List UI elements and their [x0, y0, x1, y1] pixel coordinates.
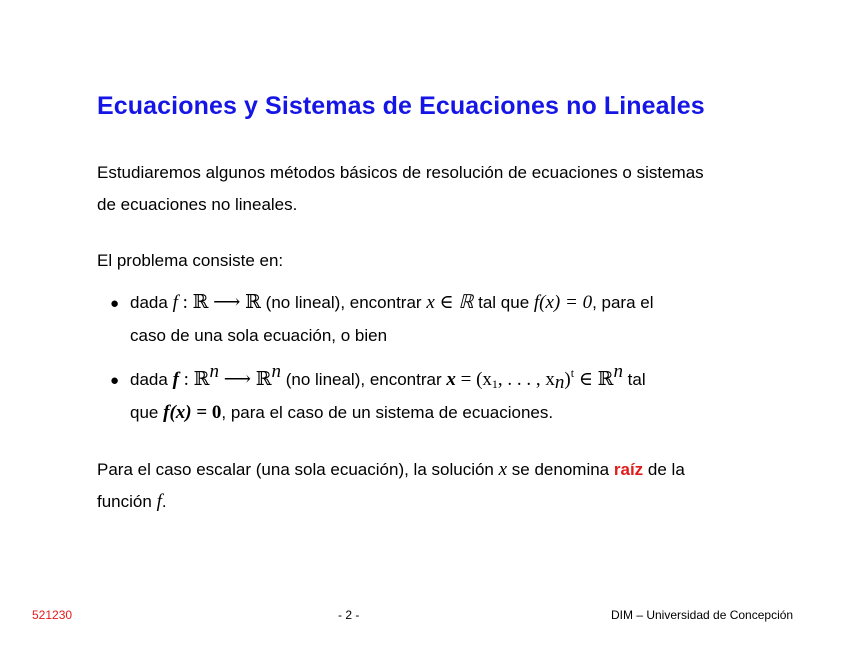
bullet-text: dada [130, 370, 168, 389]
bullet-line-2: caso de una sola ecuación, o bien [130, 326, 388, 345]
intro-line-2: de ecuaciones no lineales. [97, 195, 298, 214]
bullet-text: (no lineal), encontrar [265, 293, 422, 312]
bullet-dot: ● [110, 372, 120, 389]
intro-paragraph [97, 157, 704, 221]
math-mapping: : ℝ$^n$ ⟶ ℝ$^n$ [183, 361, 281, 390]
conclusion-text: se denomina [511, 460, 610, 479]
footer-course-code: 521230 [32, 608, 73, 622]
math-mapping: : ℝ ⟶ ℝ [182, 292, 261, 313]
bullet-text: , para el [592, 293, 654, 312]
math-x-in-r: x ∈ ℝ [426, 292, 474, 313]
page-title: Ecuaciones y Sistemas de Ecuaciones no Lineales [97, 92, 705, 120]
math-x: x [498, 459, 508, 480]
math-vector-x: x [446, 369, 456, 390]
bullet-scalar [110, 287, 654, 352]
bullet-line-2: que f(x) = 0, para el caso de un sistema de ecuaciones. [130, 402, 554, 423]
conclusion-text: . [161, 492, 167, 511]
problem-intro: El problema consiste en: [97, 251, 284, 270]
math-f: f [172, 292, 178, 313]
bullet-text: tal que [478, 293, 530, 312]
bullet-text: (no lineal), encontrar [285, 370, 442, 389]
conclusion-paragraph [97, 454, 685, 518]
footer-page-number: - 2 - [338, 608, 360, 622]
math-fx-equals-zero: f(x) = 0 [533, 292, 593, 313]
intro-line-1: Estudiaremos algunos métodos básicos de resolución de ecuaciones o sistemas [97, 163, 704, 182]
bullet-dot: ● [110, 295, 120, 312]
conclusion-text: Para el caso escalar (una sola ecuación), la solución [97, 460, 494, 479]
conclusion-text: función [97, 492, 152, 511]
conclusion-text: de la [647, 460, 685, 479]
footer-institution: DIM – Universidad de Concepción [611, 608, 794, 622]
highlight-raiz: raíz [613, 460, 644, 479]
bullet-text: dada [130, 293, 168, 312]
math-f: f [156, 491, 162, 512]
bullet-system [110, 361, 646, 429]
bullet-text: tal [627, 370, 646, 389]
math-vector-f: f [172, 369, 179, 390]
math-vector-components: = ($x_1$, . . . , $x_n)^t$ ∈ ℝ$^n$ [460, 361, 623, 393]
